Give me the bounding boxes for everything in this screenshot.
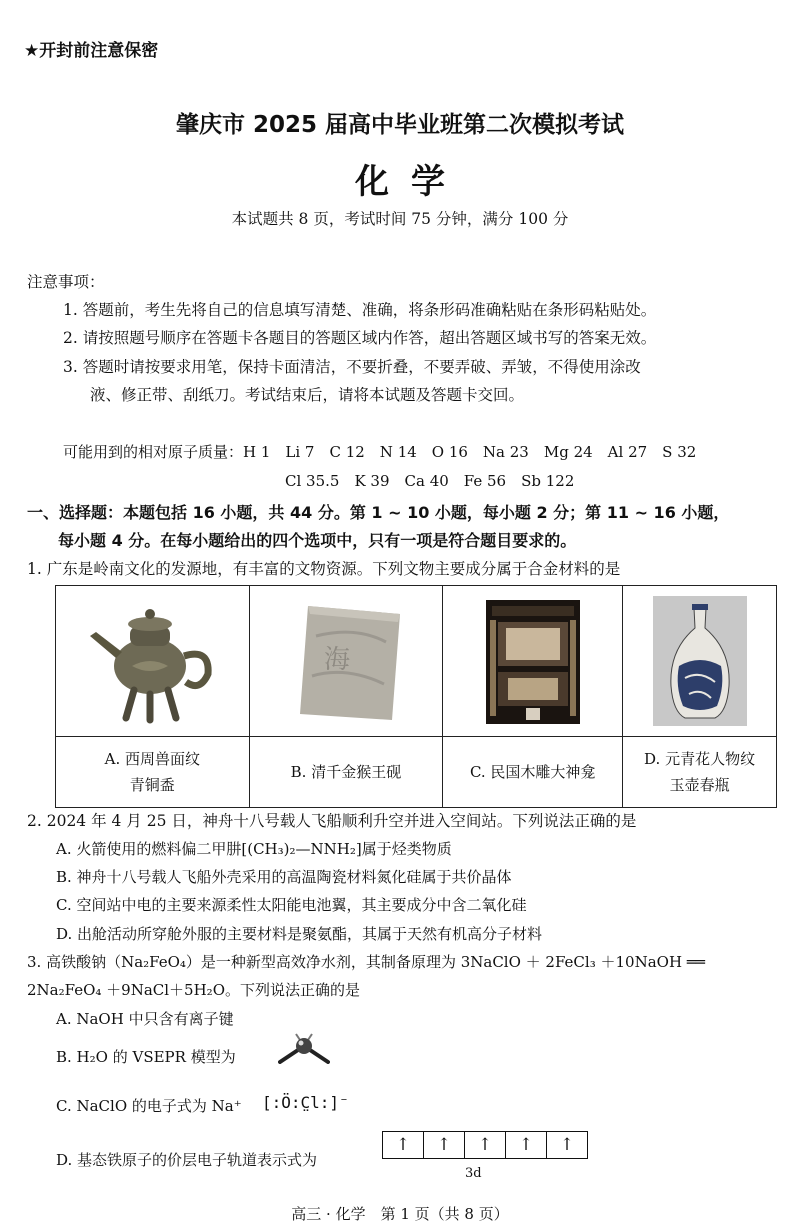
section-heading-line-2: 每小题 4 分。在每小题给出的四个选项中，只有一项是符合题目要求的。 <box>58 531 577 550</box>
q2-option-c: C. 空间站中电的主要来源柔性太阳能电池翼，其主要成分中含二氧化硅 <box>56 896 527 914</box>
notes-heading: 注意事项： <box>27 273 105 291</box>
orbital-box-1: ↑ <box>382 1131 424 1159</box>
atomic-mass-line-2: Cl 35.5 K 39 Ca 40 Fe 56 Sb 122 <box>285 472 575 490</box>
section-heading-line-1: 一、选择题：本题包括 16 小题，共 44 分。第 1 ~ 10 小题，每小题 2 分；第 11 ~ 16 小题， <box>27 503 730 522</box>
artifact-a-cell <box>56 586 250 737</box>
note-item-1: 1. 答题前，考生先将自己的信息填写清楚、准确，将条形码准确粘贴在条形码粘贴处。 <box>63 301 657 319</box>
subject-title: 化学 <box>355 162 467 202</box>
q3-option-a: A. NaOH 中只含有离子键 <box>56 1010 234 1028</box>
artifact-b-cell <box>249 586 443 737</box>
atomic-mass-line-1: 可能用到的相对原子质量：H 1 Li 7 C 12 N 14 O 16 Na 23 Mg 24 Al 27 S 32 <box>63 443 697 461</box>
confidential-notice: ★开封前注意保密 <box>24 41 159 61</box>
inkstone-image <box>276 596 416 726</box>
orbital-diagram <box>382 1131 588 1159</box>
option-d-line-2: 玉壶春瓶 <box>669 776 730 794</box>
q3-stem-line-1: 3. 高铁酸钠（Na₂FeO₄）是一种新型高效净水剂，其制备原理为 3NaClO ＋ 2FeCl₃ ＋10NaOH ══ <box>27 953 705 971</box>
note-item-3-cont: 液、修正带、刮纸刀。考试结束后，请将本试题及答题卡交回。 <box>90 386 525 404</box>
artifact-c-cell <box>443 586 623 737</box>
option-c-caption <box>443 737 623 808</box>
orbital-box-5: ↑ <box>547 1131 588 1159</box>
q3-option-d: D. 基态铁原子的价层电子轨道表示式为 <box>56 1151 318 1169</box>
exam-title: 肇庆市 2025 届高中毕业班第二次模拟考试 <box>175 112 625 138</box>
option-c-line-1: C. 民国木雕大神龛 <box>469 763 596 781</box>
option-a-line-1: A. 西周兽面纹 <box>104 750 200 768</box>
porcelain-vase-image <box>645 594 755 728</box>
q3-stem-line-2: 2Na₂FeO₄ ＋9NaCl＋5H₂O。下列说法正确的是 <box>27 981 360 999</box>
q1-stem: 1. 广东是岭南文化的发源地，有丰富的文物资源。下列文物主要成分属于合金材料的是 <box>27 560 621 578</box>
wooden-shrine-image <box>468 594 598 728</box>
vsepr-model-diagram <box>278 1032 330 1064</box>
option-b-line-1: B. 清千金猴王砚 <box>290 763 402 781</box>
q2-option-d: D. 出舱活动所穿舱外服的主要材料是聚氨酯，其属于天然有机高分子材料 <box>56 925 543 943</box>
option-d-caption <box>623 737 777 808</box>
artifact-table <box>55 585 777 808</box>
q3-option-b: B. H₂O 的 VSEPR 模型为 <box>56 1048 236 1066</box>
option-b-caption <box>249 737 443 808</box>
q2-option-a: A. 火箭使用的燃料偏二甲肼[(CH₃)₂—NNH₂]属于烃类物质 <box>56 840 452 858</box>
option-a-line-2: 青铜盉 <box>129 776 175 794</box>
note-item-3: 3. 答题时请按要求用笔，保持卡面清洁，不要折叠，不要弄破、弄皱，不得使用涂改 <box>63 358 641 376</box>
exam-info: 本试题共 8 页，考试时间 75 分钟，满分 100 分 <box>231 210 569 228</box>
q2-option-b: B. 神舟十八号载人飞船外壳采用的高温陶瓷材料氮化硅属于共价晶体 <box>56 868 512 886</box>
option-a-caption <box>56 737 250 808</box>
orbital-label: 3d <box>465 1166 482 1181</box>
q2-stem: 2. 2024 年 4 月 25 日，神舟十八号载人飞船顺利升空并进入空间站。下列说法正确的是 <box>27 812 637 830</box>
artifact-d-cell <box>623 586 777 737</box>
inkstone-character: 海 <box>323 645 350 675</box>
option-d-line-1: D. 元青花人物纹 <box>644 750 756 768</box>
orbital-box-2: ↑ <box>424 1131 465 1159</box>
bronze-vessel-image <box>82 596 222 726</box>
orbital-box-4: ↑ <box>506 1131 547 1159</box>
orbital-box-3: ↑ <box>465 1131 506 1159</box>
page-footer: 高三 · 化学 第 1 页（共 8 页） <box>291 1205 509 1223</box>
note-item-2: 2. 请按照题号顺序在答题卡各题目的答题区域内作答，超出答题区域书写的答案无效。 <box>63 329 657 347</box>
electron-formula: [:Ö:C̤l:]⁻ <box>262 1093 349 1112</box>
q3-option-c: C. NaClO 的电子式为 Na⁺ <box>56 1097 242 1115</box>
